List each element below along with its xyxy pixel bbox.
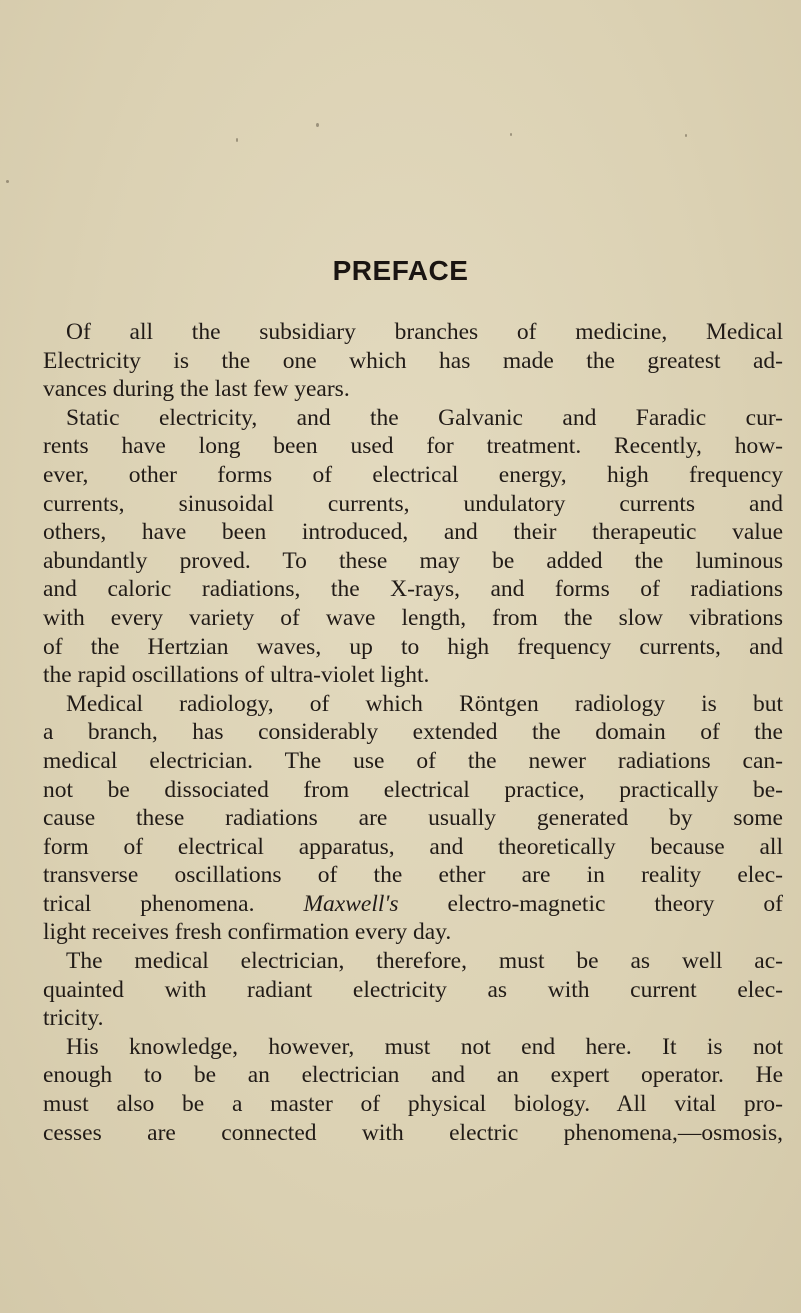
italic-name: Maxwell's [303, 890, 399, 917]
paper-speck [316, 123, 319, 127]
text-line: and caloric radiations, the X-rays, and forms of radiations [43, 576, 783, 603]
text-line: of the Hertzian waves, up to high frequency currents, and [43, 633, 783, 660]
text-line: light receives fresh confirmation every day. [43, 919, 452, 946]
text-line: Electricity is the one which has made the greatest ad- [43, 347, 783, 374]
text-line: currents, sinusoidal currents, undulatory currents and [43, 490, 783, 517]
text-line: The medical electrician, therefore, must be as well ac- [66, 948, 783, 975]
text-line: cause these radiations are usually generated by some [43, 805, 783, 832]
paper-speck [510, 133, 512, 136]
text-line: abundantly proved. To these may be added the luminous [43, 547, 783, 574]
paper-speck [236, 138, 238, 142]
text-line: tricity. [43, 1005, 104, 1032]
text-line: cesses are connected with electric phenomena,—osmosis, [43, 1119, 783, 1146]
text-line: quainted with radiant electricity as with current elec- [43, 976, 783, 1003]
text-line: vances during the last few years. [43, 376, 350, 403]
text-line: with every variety of wave length, from the slow vibrations [43, 604, 783, 631]
text-line: Of all the subsidiary branches of medicine, Medical [66, 319, 783, 345]
text-segment: electro-magnetic theory of [398, 890, 783, 917]
preface-body [43, 318, 783, 1147]
text-line: a branch, has considerably extended the domain of the [43, 719, 783, 746]
text-line: transverse oscillations of the ether are in reality elec- [43, 862, 783, 889]
text-line: others, have been introduced, and their therapeutic value [43, 519, 783, 546]
text-line: rents have long been used for treatment. Recently, how- [43, 433, 783, 460]
text-line: form of electrical apparatus, and theoretically because all [43, 833, 783, 860]
page-title: PREFACE [332, 255, 469, 286]
paper-speck [685, 134, 687, 137]
text-segment: trical phenomena. [43, 890, 304, 917]
text-line: ever, other forms of electrical energy, high frequency [43, 461, 783, 488]
text-line: not be dissociated from electrical practice, practically be- [43, 776, 783, 803]
text-line: must also be a master of physical biology. All vital pro- [43, 1091, 783, 1118]
text-line: Static electricity, and the Galvanic and Faradic cur- [66, 404, 783, 431]
text-line: Medical radiology, of which Röntgen radiology is but [66, 690, 783, 717]
text-line: medical electrician. The use of the newer radiations can- [43, 747, 783, 774]
text-line: His knowledge, however, must not end here. It is not [66, 1033, 783, 1060]
text-line: the rapid oscillations of ultra-violet light. [43, 662, 430, 689]
paper-speck [6, 180, 9, 183]
text-line-with-italic [43, 890, 783, 919]
text-line: enough to be an electrician and an expert operator. He [43, 1062, 783, 1089]
